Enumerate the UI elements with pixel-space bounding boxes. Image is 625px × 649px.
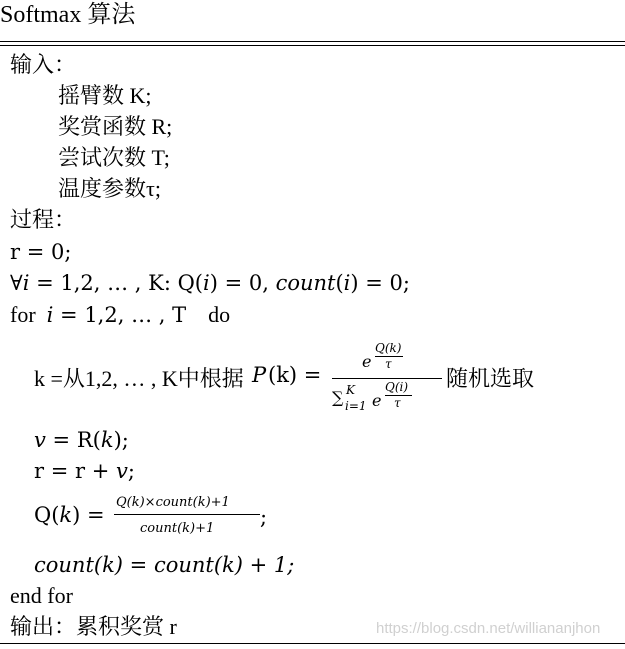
q-update-denominator: count(k)+1: [140, 521, 215, 536]
top-rule-lower: [0, 45, 625, 46]
forall-index: i: [22, 271, 30, 295]
for-index: i: [46, 303, 54, 327]
q-update-line: [34, 494, 334, 540]
forall-symbol: ∀: [10, 271, 23, 295]
q-update-lhs: [34, 503, 105, 527]
q-update-fraction-bar: [114, 514, 260, 515]
denominator-exp-bottom: τ: [394, 396, 401, 410]
accumulate-end: ;: [127, 459, 135, 483]
output-text: 累积奖赏 r: [76, 614, 177, 639]
numerator-exp-bottom: τ: [385, 357, 392, 371]
for-range: = 1,2, … , T: [53, 303, 187, 327]
forall-end: ) = 0;: [350, 271, 410, 295]
forall-range: = 1,2, … , K: Q(: [29, 271, 203, 295]
denominator-base: e: [372, 391, 382, 410]
probability-argument: (k) =: [268, 363, 322, 387]
reward-assign: = R(: [45, 428, 101, 452]
top-rule-upper: [0, 41, 625, 42]
input-arms: 摇臂数 K;: [58, 83, 152, 108]
forall-mid: ) = 0,: [209, 271, 276, 295]
probability-symbol: P: [252, 363, 267, 387]
reward-variable: v: [34, 428, 46, 452]
selection-prefix: k =从1,2, … , K中根据: [34, 366, 244, 391]
output-label: 输出：: [10, 614, 77, 639]
input-label: 输入：: [10, 52, 77, 77]
accumulate-variable: v: [115, 459, 128, 483]
init-r-line: r = 0;: [10, 240, 72, 264]
bottom-rule: [0, 643, 625, 644]
selection-suffix: 随机选取: [446, 366, 535, 391]
accumulate-expr: r = r +: [34, 459, 116, 483]
input-trials: 尝试次数 T;: [58, 145, 170, 170]
end-for-line: end for: [10, 583, 73, 608]
denominator-sum: ∑: [332, 388, 344, 407]
process-label: 过程：: [10, 207, 77, 232]
denominator-sum-lower: i=1: [345, 399, 367, 413]
q-update-k: k: [59, 503, 73, 527]
numerator-exp-top: Q(k): [375, 341, 402, 355]
q-update-numerator: Q(k)×count(k)+1: [116, 495, 230, 510]
forall-open: (: [335, 271, 344, 295]
denominator-sum-upper: K: [346, 383, 355, 397]
denominator-exp-top: Q(i): [385, 380, 409, 394]
forall-count: count: [275, 271, 336, 295]
q-update-eq: ) =: [72, 503, 105, 527]
do-keyword: do: [208, 302, 231, 327]
for-keyword: for: [10, 302, 36, 327]
forall-index-3: i: [343, 271, 351, 295]
algorithm-title: Softmax 算法: [0, 2, 136, 28]
reward-line: [34, 426, 129, 454]
accumulate-line: [34, 457, 135, 485]
watermark-url: https://blog.csdn.net/williananjhon: [376, 620, 601, 637]
q-update-end: ;: [260, 505, 268, 529]
softmax-fraction-bar: [332, 378, 442, 379]
input-reward-function: 奖赏函数 R;: [58, 114, 173, 139]
numerator-base: e: [362, 352, 372, 371]
init-q-count-line: [10, 269, 410, 297]
q-update-q: Q(: [34, 503, 60, 527]
reward-arg: k: [100, 428, 114, 452]
reward-end: );: [113, 428, 129, 452]
count-update-line: count(k) = count(k) + 1;: [34, 553, 295, 577]
for-line: [10, 301, 230, 329]
input-temperature: 温度参数τ;: [58, 176, 161, 201]
output-line: [10, 613, 177, 641]
forall-index-2: i: [202, 271, 210, 295]
